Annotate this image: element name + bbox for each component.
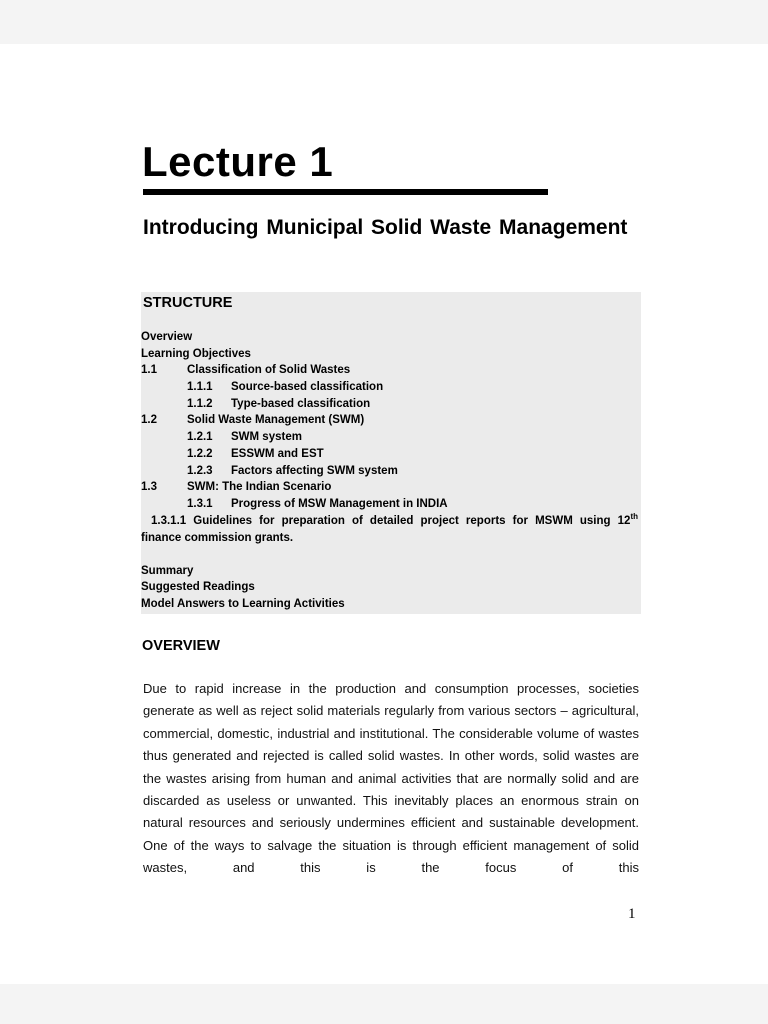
toc-item-label: Model Answers to Learning Activities: [141, 597, 345, 610]
toc-item-learning-objectives: [141, 346, 639, 363]
structure-heading: STRUCTURE: [143, 295, 233, 311]
toc-entry-text: Progress of MSW Management in INDIA: [231, 497, 448, 510]
toc-item-model-answers: [141, 596, 639, 613]
toc-entry-text: Classification of Solid Wastes: [187, 364, 351, 377]
toc-entry-text: SWM: The Indian Scenario: [187, 481, 332, 494]
toc-item-suggested-readings: [141, 579, 639, 596]
toc-entry-text: SWM system: [231, 431, 302, 444]
lecture-subtitle: Introducing Municipal Solid Waste Management: [143, 216, 628, 239]
toc-entry: [141, 362, 639, 379]
toc-item-label: Summary: [141, 564, 194, 577]
toc-spacer: [141, 547, 639, 563]
toc-entry: [141, 412, 639, 429]
toc-entry: [141, 379, 639, 396]
toc-sub-entry-body: Guidelines for preparation of detailed project reports for MSWM using 12: [193, 514, 631, 527]
toc-item-summary: [141, 563, 639, 580]
toc-entry-text: Type-based classification: [231, 397, 371, 410]
toc-item-label: Suggested Readings: [141, 581, 255, 594]
toc-entry: [141, 396, 639, 413]
toc-entry-text: ESSWM and EST: [231, 447, 324, 460]
toc-entry: [141, 463, 639, 480]
toc-entry-number: 1.3: [141, 481, 157, 494]
toc-entry-text: Source-based classification: [231, 381, 384, 394]
toc-entry-number: 1.1.1: [187, 381, 213, 394]
toc-entry-number: 1.1: [141, 364, 157, 377]
toc-entry-number: 1.3.1: [187, 497, 213, 510]
toc-entry: [141, 496, 639, 513]
toc-entry-text: Solid Waste Management (SWM): [187, 414, 365, 427]
toc-sub-entry-text: [141, 513, 638, 547]
toc-entry-text: Factors affecting SWM system: [231, 464, 398, 477]
toc-entry: [141, 446, 639, 463]
toc-item-overview: [141, 329, 639, 346]
structure-box: [141, 292, 641, 614]
lecture-title: Lecture 1: [142, 138, 334, 185]
toc-entry-number: 1.1.2: [187, 397, 213, 410]
toc-entry-number: 1.2.2: [187, 447, 213, 460]
ordinal-superscript: th: [630, 511, 638, 521]
toc-sub-entry-tail: finance commission grants.: [141, 531, 294, 544]
page-number: 1: [628, 906, 636, 922]
toc-entry-number: 1.2.3: [187, 464, 213, 477]
table-of-contents: [141, 329, 639, 613]
toc-item-label: Learning Objectives: [141, 347, 251, 360]
toc-entry-number: 1.2: [141, 414, 157, 427]
overview-heading: OVERVIEW: [142, 638, 220, 654]
toc-sub-entry-number: 1.3.1.1: [151, 514, 187, 527]
toc-entry-number: 1.2.1: [187, 431, 213, 444]
title-underline: [143, 189, 548, 195]
toc-sub-entry: [141, 513, 639, 547]
toc-entry: [141, 479, 639, 496]
toc-entry: [141, 429, 639, 446]
toc-item-label: Overview: [141, 331, 193, 343]
overview-paragraph: Due to rapid increase in the production and consumption processes, societies generate as well as reject solid materials regularly from various sectors – agricultural, commercial, domestic, industrial and institutional. The considerable volume of wastes thus generated and rejected is called solid wastes. In other words, solid wastes are the wastes arising from human and animal activities that are normally solid and are discarded as useless or unwanted. This inevitably places an enormous strain on natural resources and seriously undermines efficient and sustainable development. One of the ways to salvage the situation is through efficient management of solid wastes, and this is the focus of this: [143, 681, 639, 876]
